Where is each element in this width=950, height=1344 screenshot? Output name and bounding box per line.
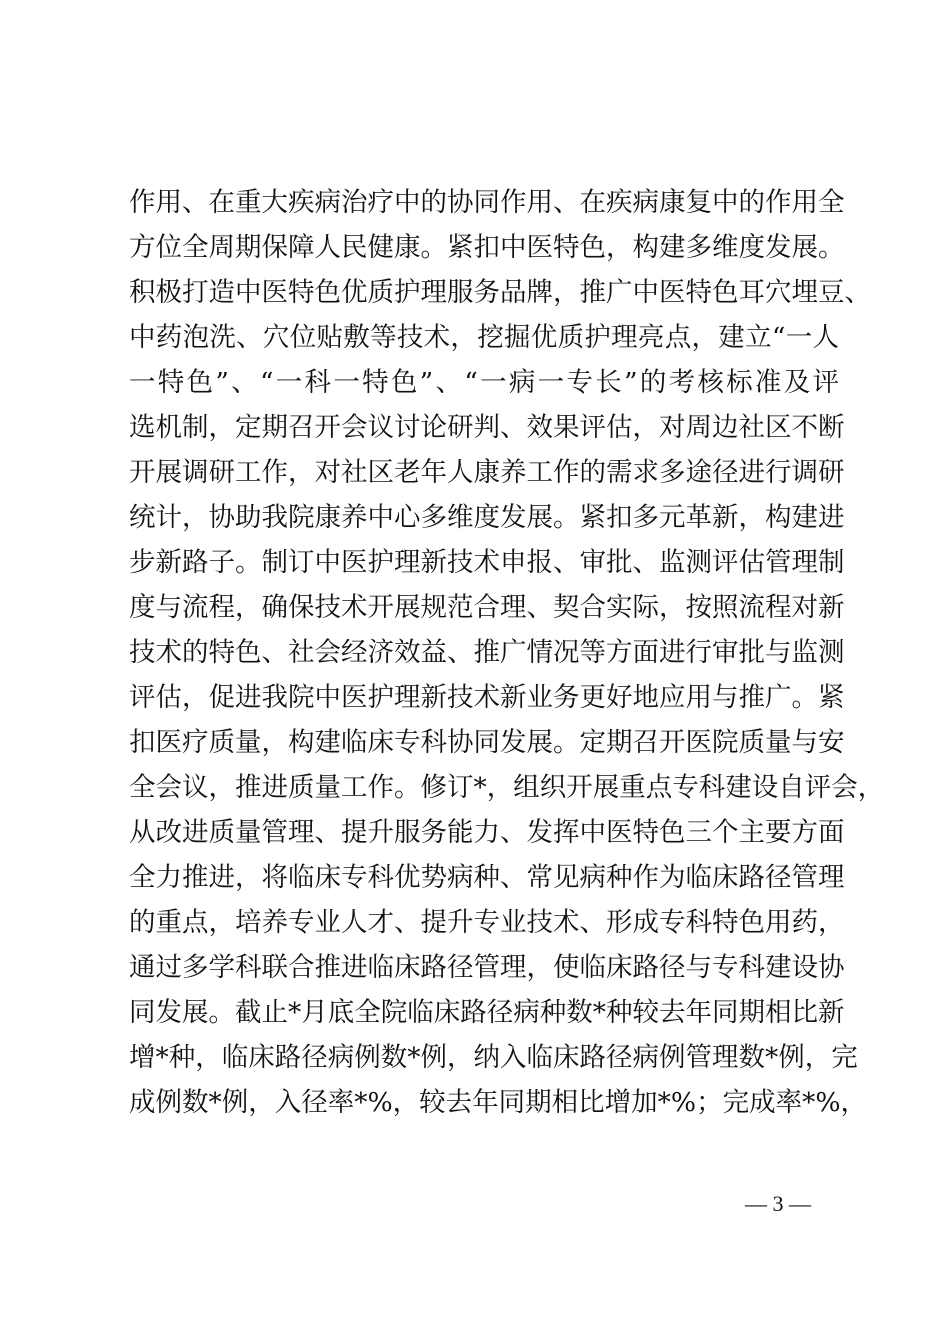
page-number: — 3 — xyxy=(745,1191,811,1216)
text-line-16: 全力推进，将临床专科优势病种、常见病种作为临床路径管理 xyxy=(129,862,845,893)
text-line-20: 增*种，临床路径病例数*例，纳入临床路径病例管理数*例，完 xyxy=(129,1042,858,1073)
body-text xyxy=(129,180,885,1125)
text-line-12: 评估，促进我院中医护理新技术新业务更好地应用与推广。紧 xyxy=(129,682,845,713)
text-line-3: 积极打造中医特色优质护理服务品牌，推广中医特色耳穴埋豆、 xyxy=(129,277,871,308)
text-line-4: 中药泡洗、穴位贴敷等技术，挖掘优质护理亮点，建立“一人 xyxy=(129,322,839,353)
text-line-6: 选机制，定期召开会议讨论研判、效果评估，对周边社区不断 xyxy=(129,412,845,443)
text-line-10: 度与流程，确保技术开展规范合理、契合实际，按照流程对新 xyxy=(129,592,845,623)
text-line-5: 一特色”、“一科一特色”、“一病一专长”的考核标准及评 xyxy=(129,367,839,398)
text-line-7: 开展调研工作，对社区老年人康养工作的需求多途径进行调研 xyxy=(129,457,845,488)
text-line-15: 从改进质量管理、提升服务能力、发挥中医特色三个主要方面 xyxy=(129,817,845,848)
text-line-18: 通过多学科联合推进临床路径管理，使临床路径与专科建设协 xyxy=(129,952,845,983)
text-line-1: 作用、在重大疾病治疗中的协同作用、在疾病康复中的作用全 xyxy=(129,187,845,218)
text-line-8: 统计，协助我院康养中心多维度发展。紧扣多元革新，构建进 xyxy=(129,502,845,533)
text-line-9: 步新路子。制订中医护理新技术申报、审批、监测评估管理制 xyxy=(129,547,845,578)
text-line-17: 的重点，培养专业人才、提升专业技术、形成专科特色用药， xyxy=(129,907,845,938)
text-line-13: 扣医疗质量，构建临床专科协同发展。定期召开医院质量与安 xyxy=(129,727,845,758)
text-line-2: 方位全周期保障人民健康。紧扣中医特色，构建多维度发展。 xyxy=(129,232,845,263)
text-line-19: 同发展。截止*月底全院临床路径病种数*种较去年同期相比新 xyxy=(129,997,845,1028)
text-line-14: 全会议，推进质量工作。修订*，组织开展重点专科建设自评会， xyxy=(129,772,885,803)
text-line-21: 成例数*例，入径率*%，较去年同期相比增加*%；完成率*%， xyxy=(129,1087,868,1118)
text-line-11: 技术的特色、社会经济效益、推广情况等方面进行审批与监测 xyxy=(129,637,845,668)
